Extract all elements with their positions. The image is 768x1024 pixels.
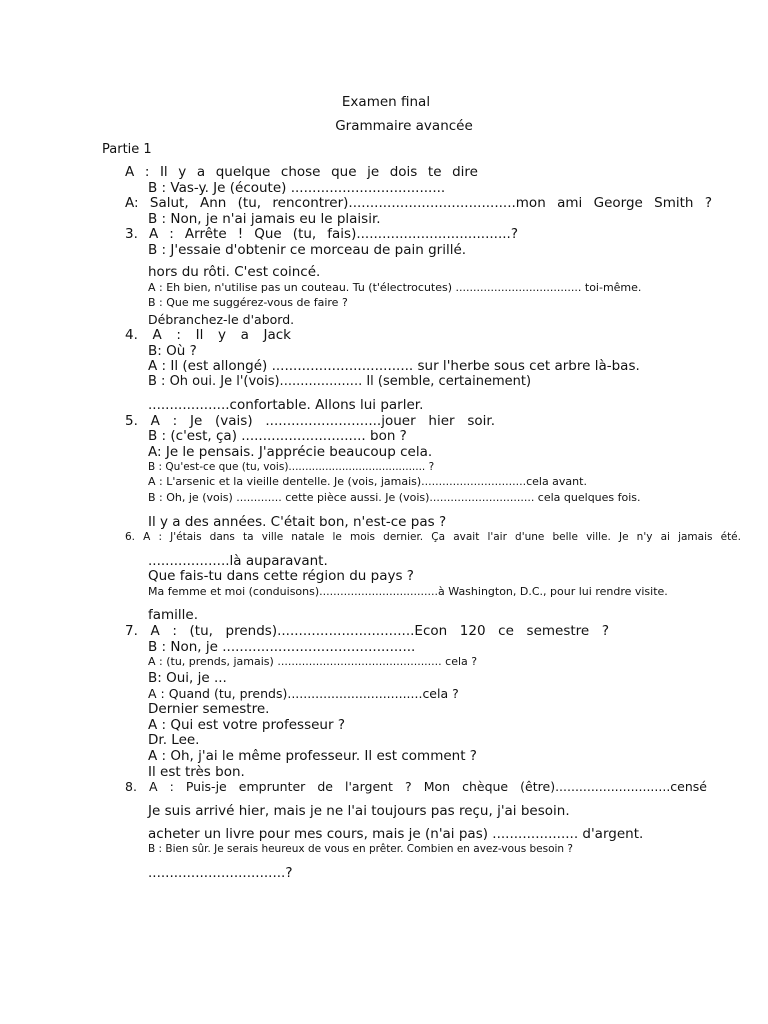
dialogue-line: B : Bien sûr. Je serais heureux de vous en prêter. Combien en avez-vous besoin ? bbox=[148, 843, 573, 855]
dialogue-line: acheter un livre pour mes cours, mais je (n'ai pas) .................... d'argent. bbox=[148, 826, 644, 842]
dialogue-line: B : J'essaie d'obtenir ce morceau de pain grillé. bbox=[148, 242, 467, 258]
dialogue-line: ................................? bbox=[148, 865, 293, 881]
dialogue-line: Dernier semestre. bbox=[148, 701, 270, 717]
page-subtitle: Grammaire avancée bbox=[335, 118, 473, 134]
dialogue-line: A : Oh, j'ai le même professeur. Il est comment ? bbox=[148, 748, 477, 764]
dialogue-line: A : (tu, prends, jamais) ............................................... cela ? bbox=[148, 655, 478, 668]
dialogue-line: B : Non, je n'ai jamais eu le plaisir. bbox=[148, 211, 381, 227]
dialogue-line: B: Où ? bbox=[148, 343, 197, 359]
dialogue-line: A : Qui est votre professeur ? bbox=[148, 717, 345, 733]
dialogue-line: 4. A : Il y a Jack bbox=[125, 327, 291, 343]
dialogue-line: Dr. Lee. bbox=[148, 732, 200, 748]
dialogue-line: B : (c'est, ça) ............................. bon ? bbox=[148, 428, 407, 444]
dialogue-line: B : Que me suggérez-vous de faire ? bbox=[148, 296, 348, 309]
dialogue-line: 6. A : J'étais dans ta ville natale le mois dernier. Ça avait l'air d'une belle ville. Je n'y ai jamais été. bbox=[125, 531, 741, 543]
dialogue-line: B : Oh oui. Je l'(vois).................... Il (semble, certainement) bbox=[148, 374, 532, 389]
dialogue-line: A : Il y a quelque chose que je dois te dire bbox=[125, 164, 478, 180]
dialogue-line: Que fais-tu dans cette région du pays ? bbox=[148, 568, 414, 584]
dialogue-line: A: Je le pensais. J'apprécie beaucoup cela. bbox=[148, 444, 433, 460]
dialogue-line: Il est très bon. bbox=[148, 764, 245, 780]
dialogue-line: 7. A : (tu, prends)................................Econ 120 ce semestre ? bbox=[125, 623, 609, 639]
dialogue-line: A : Il (est allongé) ................................. sur l'herbe sous cet arbre là-bas. bbox=[148, 358, 640, 374]
dialogue-line: 5. A : Je (vais) ...........................jouer hier soir. bbox=[125, 413, 495, 429]
dialogue-line: B : Non, je ............................................. bbox=[148, 639, 416, 655]
dialogue-line: Débranchez-le d'abord. bbox=[148, 312, 295, 327]
dialogue-line: Je suis arrivé hier, mais je ne l'ai toujours pas reçu, j'ai besoin. bbox=[148, 803, 570, 819]
dialogue-line: B : Oh, je (vois) ............. cette pièce aussi. Je (vois).............................. cela quelques fois. bbox=[148, 491, 641, 504]
dialogue-line: A : Quand (tu, prends)..................................cela ? bbox=[148, 686, 459, 701]
dialogue-line: hors du rôti. C'est coincé. bbox=[148, 264, 321, 280]
section-heading: Partie 1 bbox=[102, 142, 152, 157]
dialogue-line: ...................confortable. Allons lui parler. bbox=[148, 397, 424, 413]
dialogue-line: 3. A : Arrête ! Que (tu, fais)....................................? bbox=[125, 226, 518, 242]
dialogue-line: ...................là auparavant. bbox=[148, 553, 328, 569]
dialogue-line: B : Qu'est-ce que (tu, vois)......................................... ? bbox=[148, 461, 435, 473]
dialogue-line: A: Salut, Ann (tu, rencontrer).......................................mon ami George Smith ? bbox=[125, 195, 712, 211]
dialogue-line: famille. bbox=[148, 607, 199, 623]
dialogue-line: Il y a des années. C'était bon, n'est-ce pas ? bbox=[148, 514, 447, 530]
dialogue-line: 8. A : Puis-je emprunter de l'argent ? Mon chèque (être).............................censé bbox=[125, 779, 707, 794]
page-title: Examen final bbox=[341, 94, 431, 110]
dialogue-line: Ma femme et moi (conduisons)..................................à Washington, D.C., pour lui rendre visite. bbox=[148, 585, 668, 598]
dialogue-line: A : L'arsenic et la vieille dentelle. Je (vois, jamais)..............................cela avant. bbox=[148, 475, 587, 488]
dialogue-line: A : Eh bien, n'utilise pas un couteau. Tu (t'électrocutes) .................................... toi-même. bbox=[148, 281, 642, 294]
dialogue-line: B: Oui, je ... bbox=[148, 670, 227, 686]
dialogue-line: B : Vas-y. Je (écoute) .................................... bbox=[148, 180, 446, 196]
